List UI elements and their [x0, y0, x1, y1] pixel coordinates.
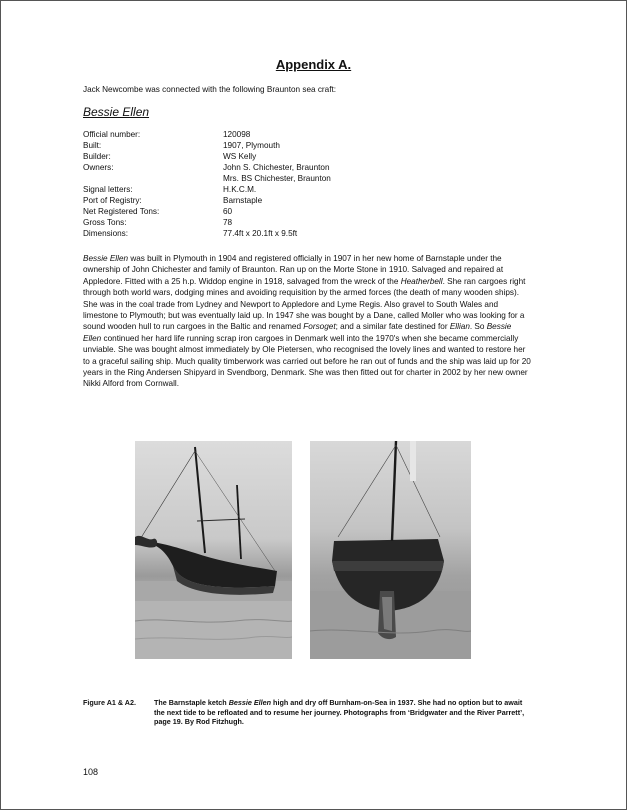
paragraph-text: . So: [469, 322, 487, 332]
caption-text: The Barnstaple ketch: [154, 698, 229, 707]
paragraph-text: continued her hard life running scrap iron cargoes in Denmark well into the 1970's when she became commercially unviable. She was bought almost immediately by Ole Pietersen, who recognised the lovely lines and wanted to restore her to a graceful sailing ship. Much quality timberwork was carried out before he ran out of funds and the ship was laid up for 20 years in the Ring Andersen Shipyard in Svendborg, Denmark. She was then fitted out for charter in 2002 by her new owner Nikki Alford from Cornwall.: [83, 333, 531, 389]
detail-value: 78: [223, 218, 233, 227]
detail-row: [83, 206, 543, 217]
paragraph-text: . She ran cargoes right through both world wars, dodging mines and avoiding requisition by the armed forces (the death of many wooden ships). She was in the coal trade from Lydney and Newport to Appledore and Lyme Regis. Also gravel to South Wales and limestone to Plymouth; but was eventually laid up. In 1947 she was bought by a Dane, called Moller who was looking for a sound wooden hull to run cargoes in the Baltic and renamed: [83, 276, 526, 332]
ketch-stern-view-photo: [310, 441, 471, 659]
detail-value: WS Kelly: [223, 152, 257, 161]
detail-row: [83, 195, 543, 206]
detail-label: Official number:: [83, 130, 141, 139]
detail-value: Mrs. BS Chichester, Braunton: [223, 174, 331, 183]
detail-label: Owners:: [83, 163, 114, 172]
vessel-details-table: [83, 129, 543, 239]
detail-row: [83, 140, 543, 151]
detail-row: [83, 217, 543, 228]
detail-value: H.K.C.M.: [223, 185, 257, 194]
detail-value: 1907, Plymouth: [223, 141, 280, 150]
ship-name: Heatherbell: [400, 276, 443, 286]
detail-row: [83, 162, 543, 173]
intro-text: Jack Newcombe was connected with the following Braunton sea craft:: [83, 85, 337, 94]
paragraph-text: ; and a similar fate destined for: [335, 322, 450, 332]
detail-value: 60: [223, 207, 233, 216]
detail-value: Barnstaple: [223, 196, 263, 205]
detail-label: Signal letters:: [83, 185, 133, 194]
detail-value: 120098: [223, 130, 251, 139]
detail-label: Net Registered Tons:: [83, 207, 160, 216]
ketch-side-view-photo: [135, 441, 292, 659]
ship-name: Ellian: [449, 322, 470, 332]
detail-row: [83, 129, 543, 140]
detail-value: 77.4ft x 20.1ft x 9.5ft: [223, 229, 298, 238]
detail-label: [83, 173, 223, 184]
detail-label: Dimensions:: [83, 229, 129, 238]
page-title: Appendix A.: [275, 57, 352, 72]
page-number: 108: [83, 767, 99, 777]
detail-label: Port of Registry:: [83, 196, 142, 205]
history-paragraph: [83, 253, 531, 390]
detail-row: [83, 184, 543, 195]
vessel-name-heading: Bessie Ellen: [83, 105, 150, 119]
detail-value: John S. Chichester, Braunton: [223, 163, 330, 172]
detail-row: [83, 228, 543, 239]
figure-caption: [154, 698, 534, 727]
paragraph-text: was built in Plymouth in 1904 and registered officially in 1907 in her new home of Barnstaple under the ownership of John Chichester and family of Braunton. Ran up on the Morte Stone in 1910. Salvaged and repaired at Appledore. Fitted with a 25 h.p. Widdop engine in 1918, salvaged from the wreck of the: [83, 254, 504, 286]
ship-name: Bessie Ellen: [228, 698, 272, 707]
ship-name: Bessie Ellen: [83, 254, 129, 263]
ship-name: Forsoget: [303, 322, 336, 332]
caption-text: high and dry off Burnham-on-Sea in 1937. She had no option but to await the next tide to be refloated and to resume her journey. Photographs from ‘Bridgwater and the River Parrett’, page 19. By Rod Fitzhugh.: [154, 698, 525, 727]
detail-label: Gross Tons:: [83, 218, 127, 227]
figure-label: Figure A1 & A2.: [83, 698, 136, 707]
detail-row: [83, 173, 543, 184]
ship-name: Bessie Ellen: [83, 322, 512, 343]
detail-label: Builder:: [83, 152, 111, 161]
detail-label: Built:: [83, 141, 102, 150]
detail-row: [83, 151, 543, 162]
